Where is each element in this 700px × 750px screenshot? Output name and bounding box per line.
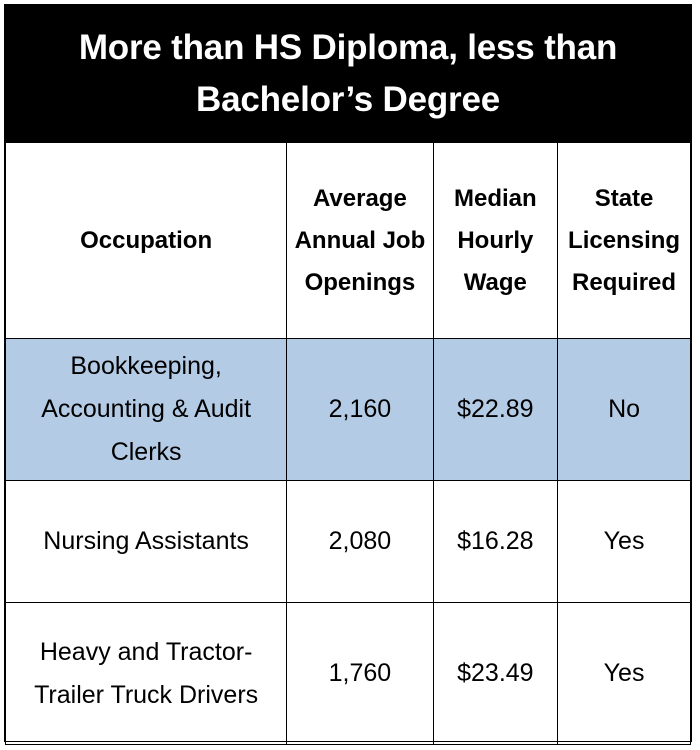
- header-job-openings: Average Annual Job Openings: [287, 143, 433, 339]
- openings-cell: 2,080: [287, 481, 433, 603]
- table-row: [6, 339, 691, 481]
- table-row: [6, 481, 691, 603]
- table-row: [6, 603, 691, 745]
- licensing-cell: No: [558, 339, 691, 481]
- occupation-cell: Nursing Assistants: [6, 481, 287, 603]
- openings-cell: 1,760: [287, 603, 433, 745]
- occupation-table-card: [4, 4, 692, 742]
- occupation-cell: Heavy and Tractor-Trailer Truck Drivers: [6, 603, 287, 745]
- table-title: [5, 5, 691, 142]
- wage-cell: $16.28: [433, 481, 558, 603]
- wage-cell: $22.89: [433, 339, 558, 481]
- licensing-cell: Yes: [558, 481, 691, 603]
- header-state-licensing: State Licensing Required: [558, 143, 691, 339]
- occupation-cell: Bookkeeping, Accounting & Audit Clerks: [6, 339, 287, 481]
- header-hourly-wage: Median Hourly Wage: [433, 143, 558, 339]
- table-title-text: More than HS Diploma, less than Bachelor’s Degree: [78, 27, 618, 119]
- wage-cell: $23.49: [433, 603, 558, 745]
- licensing-cell: Yes: [558, 603, 691, 745]
- occupation-table: [5, 142, 691, 745]
- header-occupation: Occupation: [6, 143, 287, 339]
- openings-cell: 2,160: [287, 339, 433, 481]
- table-header-row: [6, 143, 691, 339]
